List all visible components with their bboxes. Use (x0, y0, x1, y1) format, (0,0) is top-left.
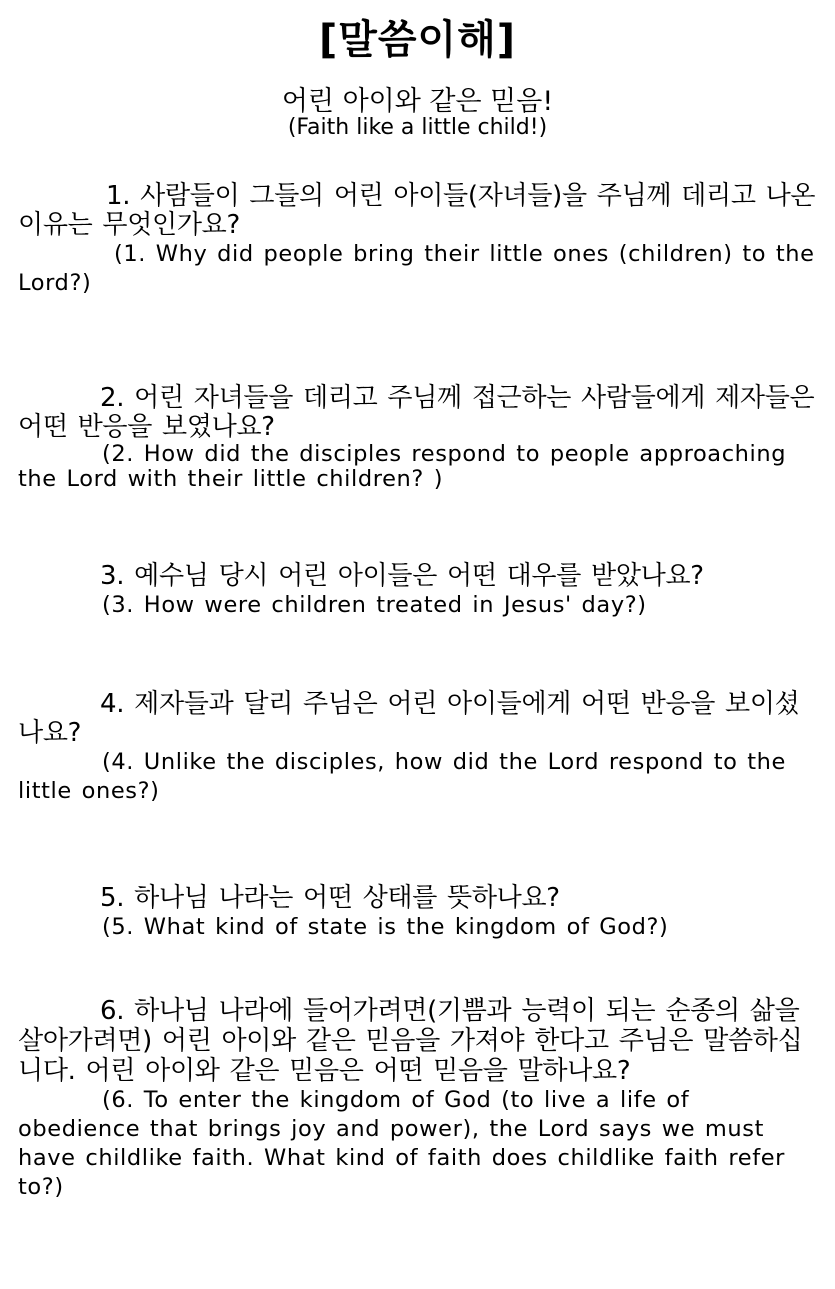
question-english: (4. Unlike the disciples, how did the Lord respond to the little ones?) (18, 749, 786, 804)
question-3 (18, 562, 818, 620)
question-korean: 4. 제자들과 달리 주님은 어린 아이들에게 어떤 반응을 보이셨나요? (18, 689, 800, 748)
question-korean: 5. 하나님 나라는 어떤 상태를 뜻하나요? (100, 883, 560, 913)
question-1 (18, 182, 818, 298)
page-title: [말씀이해] (318, 17, 517, 63)
question-english: (5. What kind of state is the kingdom of God?) (102, 914, 669, 940)
question-korean: 3. 예수님 당시 어린 아이들은 어떤 대우를 받았나요? (100, 561, 704, 591)
subtitle-english: (Faith like a little child!) (287, 115, 548, 140)
question-5 (18, 884, 818, 942)
question-2 (18, 384, 818, 492)
question-english: (6. To enter the kingdom of God (to live a life of obedience that brings joy and power), the Lord says we must have childlike faith. What kind of faith does childlike faith refer to?) (18, 1087, 786, 1200)
subtitle-korean: 어린 아이와 같은 믿음! (281, 86, 554, 117)
question-korean: 1. 사람들이 그들의 어린 아이들(자녀들)을 주님께 데리고 나온 이유는 무엇인가요? (18, 181, 816, 240)
question-korean: 6. 하나님 나라에 들어가려면(기쁨과 능력이 되는 순종의 삶을 살아가려면) 어린 아이와 같은 믿음을 가져야 한다고 주님은 말씀하십니다. 어린 아이와 같은 믿음은 어떤 믿음을 말하나요? (18, 996, 803, 1086)
question-english: (2. How did the disciples respond to people approaching the Lord with their little children? ) (18, 441, 787, 492)
question-6 (18, 996, 818, 1202)
question-english: (3. How were children treated in Jesus' day?) (102, 592, 647, 618)
question-korean: 2. 어린 자녀들을 데리고 주님께 접근하는 사람들에게 제자들은 어떤 반응을 보였나요? (18, 383, 815, 442)
question-4 (18, 690, 818, 806)
question-english: (1. Why did people bring their little ones (children) to the Lord?) (18, 241, 815, 296)
